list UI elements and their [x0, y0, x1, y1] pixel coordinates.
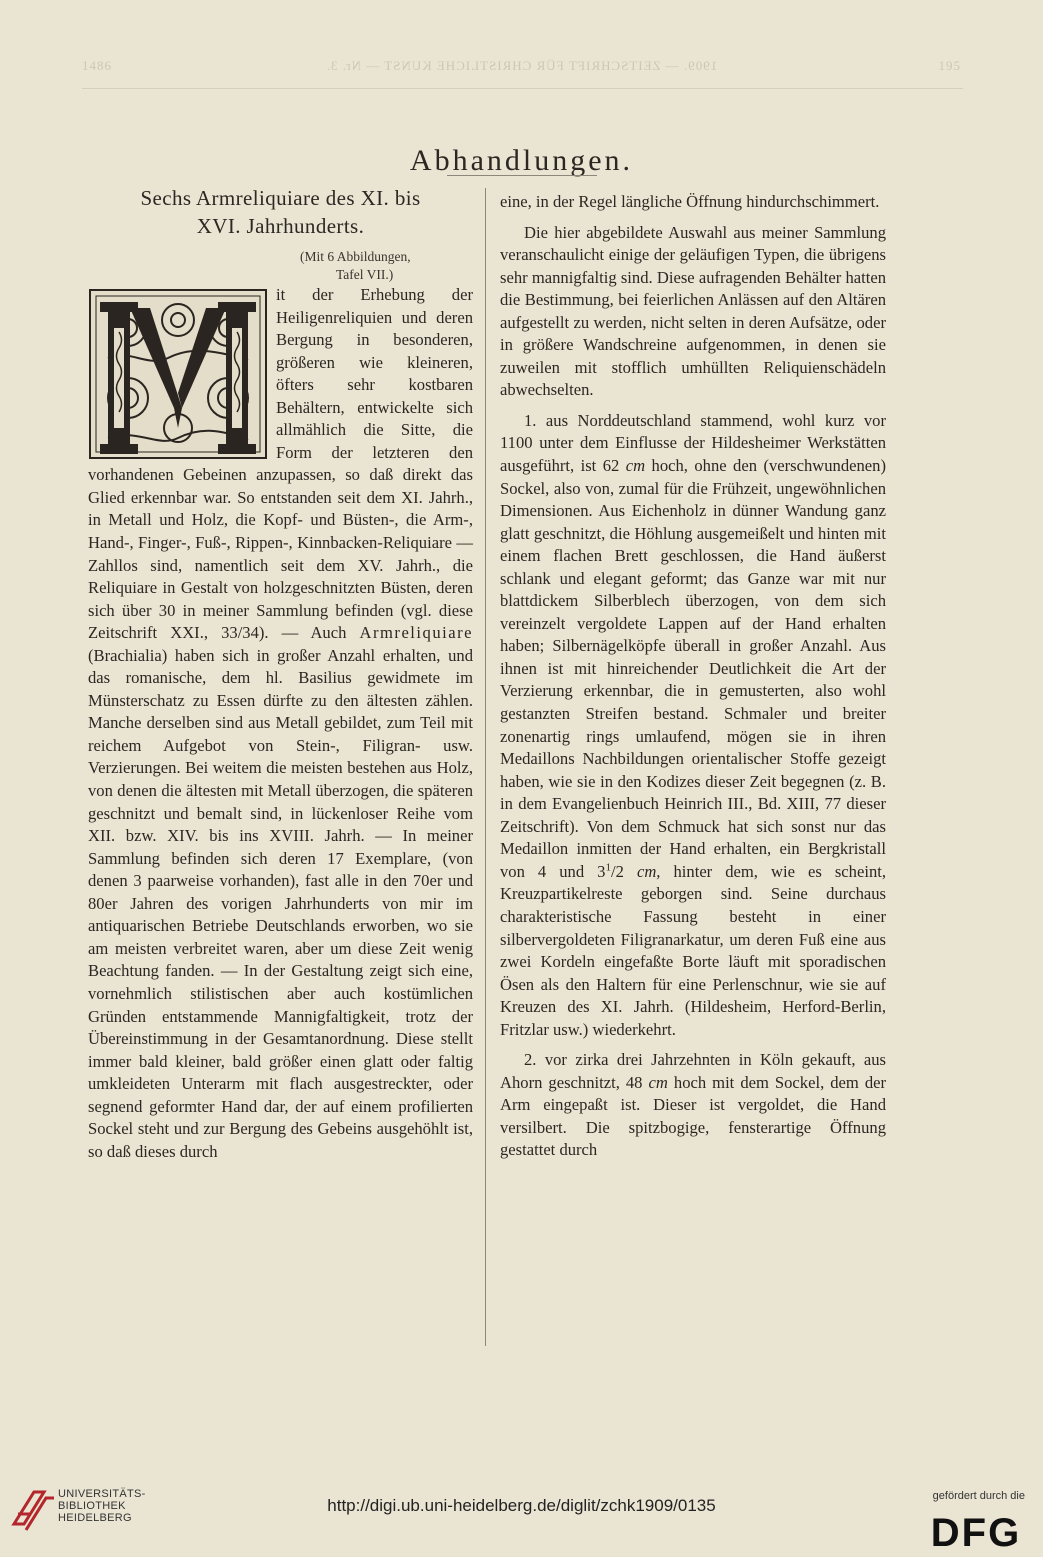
figure-note	[88, 248, 473, 284]
left-column	[88, 184, 473, 1163]
item1-unit-2: cm,	[636, 861, 661, 881]
paragraph-item-1	[500, 410, 886, 1041]
item2-text-b: hoch mit dem Sockel, dem der Arm eingepaßt ist. Dieser ist vergoldet, die Hand versilbert. Die spitzbogige, fensterartige Öffnung gestattet durch	[500, 1072, 887, 1160]
figure-note-line2: Tafel VII.)	[336, 267, 394, 282]
title-rule	[447, 175, 597, 176]
article-title-line2: XVI. Jahrhunderts.	[196, 214, 365, 238]
paragraph-item-2	[500, 1049, 886, 1162]
library-line3: HEIDELBERG	[58, 1512, 132, 1524]
emphasis-armreliquiare: Armreliquiare	[359, 623, 473, 643]
library-line2: BIBLIOTHEK	[58, 1500, 126, 1512]
item2-unit: cm	[648, 1072, 668, 1092]
permalink-url[interactable]: http://digi.ub.uni-heidelberg.de/diglit/zchk1909/0135	[327, 1496, 716, 1515]
item1-unit: cm	[625, 456, 646, 476]
dfg-letters: DFG	[930, 1511, 1022, 1552]
item1-text-b: hoch, ohne den (verschwundenen) Sockel, also von, zumal für die Frühzeit, ungewöhnlichen Dimensionen. Aus Eichenholz in dünner Wandung ganz glatt geschnitzt, die Höhlung ausgemeißelt und hinten mit einem flachen Brett geschlossen, die Hand äußerst schlank und elegant geformt; das Ganze war mit nur blattdickem Silberblech überzogen, von dem sich vereinzelt vergoldete Lappen auf der Hand erhalten haben; Silbernägelköpfe überall in großer Anzahl. Aus ihnen ist mit hinreichender Deutlichkeit die Art der Verzierung erkennbar, die in gemusterten, also wohl gestanzten Streifen bestand. Schmaler und breiter zonenartig rings umlaufend, mögen sie in ihren Medaillons Nachbildungen orientalischer Stoffe gezeigt haben, wie sie in den Kodizes dieser Zeit begegnen (z. B. in dem Evangelienbuch Heinrich III., Bd. XIII, 77 dieser Zeitschrift). Von dem Schmuck hat sich sonst nur das Medaillon inmitten der Hand erhalten, ein Bergkristall von 4 und 3	[500, 456, 886, 881]
intro-text: it der Erhebung der Heiligenreliquien und deren Bergung in besonderen, größeren wie kleineren, öfters sehr kostbaren Behältern, entwickelte sich allmählich die Sitte, die Form der letzteren den vorhandenen Gebeinen anzupassen, so daß direkt das Glied erkennbar war. So entstanden seit dem XI. Jahrh., in Metall und Holz, die Kopf- und Büsten-, die Arm-, Hand-, Finger-, Fuß-, Rippen-, Kinnbacken-Reliquiare — Zahllos sind, namentlich seit dem XV. Jahrh., die Reliquiare in Gestalt von holzgeschnitzten Büsten, deren sich über 30 in meiner Sammlung befinden (vgl. diese Zeitschrift XXI., 33/34). — Auch	[88, 285, 473, 643]
intro-text-continued: (Brachialia) haben sich in großer Anzahl erhalten, und das romanische, dem hl. Basilius gewidmete im Münsterschatz zu Essen dürfte zu den ältesten zählen. Manche derselben sind aus Metall gebildet, zum Teil mit reichem Aufgebot von Stein-, Filigran- usw. Verzierungen. Bei weitem die meisten bestehen aus Holz, von denen die ältesten mit Metall überzogen, die späteren geschnitzt und bemalt sind, in lückenloser Reihe vom XII. bzw. XIV. bis ins XVIII. Jahrh. — In meiner Sammlung befinden sich deren 17 Exemplare, (von denen 3 paarweise vorhanden), fast alle in den 70er und 80er Jahren des vorigen Jahrhunderts von mir im antiquarischen Betriebe Deutschlands erworben, wo sie am meisten verbreitet waren, aber um diese Zeit wenig Beachtung fanden. — In der Gestaltung zeigt sich eine, vornehmlich stilistischen aber auch kostümlichen Gründen entstammende Mannigfaltigkeit, trotz der Übereinstimmung in der Gesamtanordnung. Diese stellt immer bald kleiner, bald größer einen glatt oder faltig umkleideten Unterarm mit flach ausgestreckter, oder segnend geformter Hand dar, der auf einem profilierten Sockel steht und zur Bergung des Gebeins ausgehöhlt ist, so daß dieses durch	[88, 645, 473, 1161]
item1-text-a: 1. aus Norddeutschland stammend, wohl kurz vor 1100 unter dem Einflusse der Hildesheimer Werkstätten ausgeführt, ist 62	[500, 410, 886, 476]
item1-text-c: hinter dem, wie es scheint, Kreuzpartikelreste geborgen sind. Seine durchaus charakteristische Fassung besteht in einer silbervergoldeten Filigranarkatur, um deren Fuß eine aus zwei Kordeln eingefaßte Borte läuft mit sporadischen Ösen als den Haltern für eine Perlenschnur, wie sie auf Kreuzen des XI. Jahrh. (Hildesheim, Herford-Berlin, Fritzlar usw.) wiederkehrt.	[500, 861, 886, 1039]
article-title-line1: Sechs Armreliquiare des XI. bis	[140, 186, 421, 210]
item1-fraction-rest: /2	[610, 861, 624, 881]
column-divider	[485, 188, 486, 1346]
bleed-through-left: 1486	[82, 58, 112, 73]
dfg-logo-icon	[921, 1508, 1031, 1552]
item2-text-a: 2. vor zirka drei Jahrzehnten in Köln gekauft, aus Ahorn geschnitzt, 48	[500, 1050, 886, 1092]
paragraph-selection: Die hier abgebildete Auswahl aus meiner Sammlung veranschaulicht einige der geläufigen Typen, die übrigens sehr mannigfaltig sind. Diese aufragenden Behälter hatten die Bestimmung, bei feierlichen Anlässen auf den Altären aufgestellt zu werden, nicht selten in deren Aufsätze, oder in größere Wandschreine aufgenommen, in denen sie zuweilen mit stofflich umhüllten Reliquienschädeln abwechselten.	[500, 222, 886, 400]
library-line1: UNIVERSITÄTS-	[58, 1488, 146, 1500]
bleed-through-center: 1909. — ZEITSCHRIFT FÜR CHRISTLICHE KUNST — Nr. 3.	[325, 58, 718, 73]
header-rule	[82, 88, 963, 89]
ornamental-initial-m	[88, 288, 268, 460]
paragraph-continuation: eine, in der Regel längliche Öffnung hindurchschimmert.	[500, 192, 880, 211]
section-title: Abhandlungen.	[409, 144, 634, 178]
item1-fraction-numerator: 1	[605, 861, 611, 874]
right-column	[500, 191, 886, 1162]
figure-note-line1: (Mit 6 Abbildungen,	[300, 249, 411, 264]
funded-by-caption: gefördert durch die	[932, 1490, 1025, 1502]
bleed-through-right: 195	[938, 58, 961, 73]
article-title	[88, 184, 473, 240]
